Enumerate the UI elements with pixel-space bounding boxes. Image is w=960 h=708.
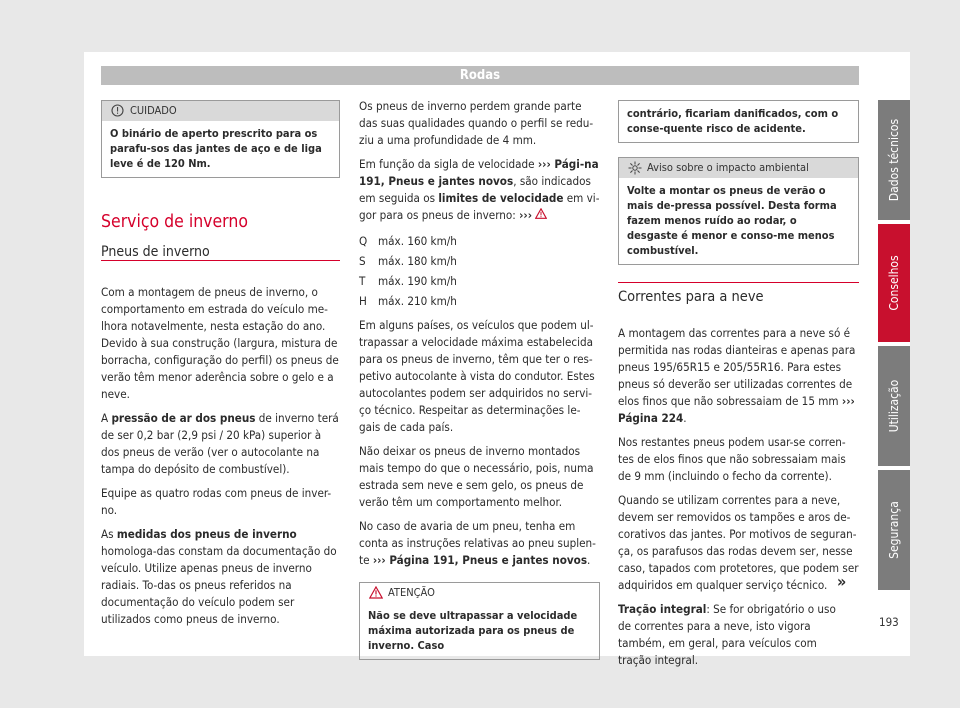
paragraph: Equipe as quatro rodas com pneus de inver-no.	[101, 486, 332, 517]
environment-title: Aviso sobre o impacto ambiental	[647, 161, 809, 174]
section-title-winter-service: Serviço de inverno	[101, 212, 248, 232]
page-reference-link[interactable]: ››› Pági-na 191, Pneus e jantes novos	[359, 157, 599, 188]
warning-reference-link[interactable]: ›››	[519, 208, 532, 222]
paragraph: Os pneus de inverno perdem grande parte das suas qualidades quando o perfil se redu-ziu a uma profundidade de 4 mm.	[359, 99, 594, 147]
warning-box-continued	[618, 100, 859, 143]
speed-code: H	[359, 294, 367, 308]
speed-value: máx. 160 km/h	[378, 234, 457, 248]
page-reference-link[interactable]: ››› Página 224	[618, 394, 855, 425]
tab-dados-tecnicos[interactable]: Dados técnicos	[878, 100, 910, 220]
section-title-snow-chains: Correntes para a neve	[618, 289, 764, 305]
warning-triangle-icon	[369, 586, 383, 606]
paragraph-all-wheel-drive: Tração integral: Se for obrigatório o uso de correntes para a neve, isto vigora também, em geral, para veículos com tração integral.	[618, 602, 836, 667]
warning-box	[359, 582, 600, 660]
warning-body: Não se deve ultrapassar a velocidade máxima autorizada para os pneus de inverno. Caso	[368, 609, 578, 652]
tab-seguranca[interactable]: Segurança	[878, 470, 910, 590]
paragraph: Nos restantes pneus podem usar-se corren-tes de elos finos que não sobressaiam mais de 9 mm (incluindo o fecho da corrente).	[618, 435, 846, 483]
speed-row	[359, 291, 600, 311]
paragraph-speed-limits: Em função da sigla de velocidade ››› Pági-na 191, Pneus e jantes novos, são indicados em seguida os limites de velocidade em vi-gor para os pneus de inverno: ›››	[359, 157, 600, 222]
speed-code: S	[359, 254, 366, 268]
paragraph: Quando se utilizam correntes para a neve, devem ser removidos os tampões e aros de-corativos das jantes. Por motivos de seguran-ça, os parafusos das rodas devem ser, nesse caso, tapados com protetores, que podem ser adquiridos em qualquer serviço técnico.	[618, 493, 859, 592]
caution-body: O binário de aperto prescrito para os parafu-sos das jantes de aço e de liga leve é de 120 Nm.	[110, 127, 322, 170]
speed-value: máx. 190 km/h	[378, 274, 457, 288]
speed-row	[359, 251, 600, 271]
tab-utilizacao[interactable]: Utilização	[878, 346, 910, 466]
paragraph-chains: A montagem das correntes para a neve só é permitida nas rodas dianteiras e apenas para pneus 195/65R15 e 205/55R16. Para estes pneus só deverão ser utilizadas correntes de elos finos que não sobressaiam de 15 mm ››› Página 224.	[618, 326, 856, 425]
page-number: 193	[879, 615, 899, 629]
speed-row	[359, 231, 600, 251]
tab-conselhos[interactable]: Conselhos	[878, 224, 910, 342]
section-underline	[618, 282, 859, 283]
speed-value: máx. 210 km/h	[378, 294, 457, 308]
speed-code: T	[359, 274, 366, 288]
paragraph: Não deixar os pneus de inverno montados mais tempo do que o necessário, pois, numa estrada sem neve e sem gelo, os pneus de verão têm um comportamento melhor.	[359, 444, 594, 509]
environment-body: Volte a montar os pneus de verão o mais de-pressa possível. Desta forma fazem menos ruído ao rodar, o desgaste é menor e conso-me menos combustível.	[627, 184, 837, 257]
column-2	[359, 98, 600, 660]
paragraph: Com a montagem de pneus de inverno, o comportamento em estrada do veículo me-lhora notavelmente, nesta estação do ano. Devido à sua construção (largura, mistura de borracha, configuração do perfil) os pneus de verão têm menor aderência sobre o gelo e a neve.	[101, 285, 339, 401]
continue-marker: »	[837, 572, 847, 591]
chapter-header: Rodas	[101, 66, 859, 85]
warning-title: ATENÇÃO	[388, 586, 435, 599]
speed-value: máx. 180 km/h	[378, 254, 457, 268]
paragraph: Em alguns países, os veículos que podem ul-trapassar a velocidade máxima estabelecida para os pneus de inverno, têm que ter o res-petivo autocolante à vista do condutor. Estes autocolantes podem ser adquiridos no servi-ço técnico. Respeitar as determinações le-gais de cada país.	[359, 318, 595, 434]
speed-row	[359, 271, 600, 291]
environment-box	[618, 157, 859, 265]
subsection-title-winter-tyres: Pneus de inverno	[101, 244, 210, 260]
speed-code: Q	[359, 234, 368, 248]
speed-list	[359, 231, 600, 311]
column-3	[618, 100, 859, 676]
paragraph-pressure: A pressão de ar dos pneus de inverno terá de ser 0,2 bar (2,9 psi / 20 kPa) superior à dos pneus de verão (ver o autocolante na tampa do depósito de combustível).	[101, 411, 339, 476]
warning-continued-body: contrário, ficariam danificados, com o conse-quente risco de acidente.	[627, 107, 839, 135]
subsection-underline	[101, 260, 340, 261]
page-reference-link[interactable]: ››› Página 191, Pneus e jantes novos	[372, 553, 588, 567]
info-circle-icon	[111, 104, 124, 124]
paragraph-spare: No caso de avaria de um pneu, tenha em conta as instruções relativas ao pneu suplen-te ››› Página 191, Pneus e jantes novos.	[359, 519, 596, 567]
caution-title: CUIDADO	[130, 104, 177, 117]
column-1	[101, 100, 340, 635]
paragraph-sizes: As medidas dos pneus de inverno homologa-das constam da documentação do veículo. Utilize apenas pneus de inverno radiais. To-das os pneus referidos na documentação do veículo podem ser utilizados como pneus de inverno.	[101, 527, 337, 626]
environment-leaf-icon	[628, 161, 642, 182]
caution-box	[101, 100, 340, 178]
warning-triangle-icon	[535, 208, 547, 222]
